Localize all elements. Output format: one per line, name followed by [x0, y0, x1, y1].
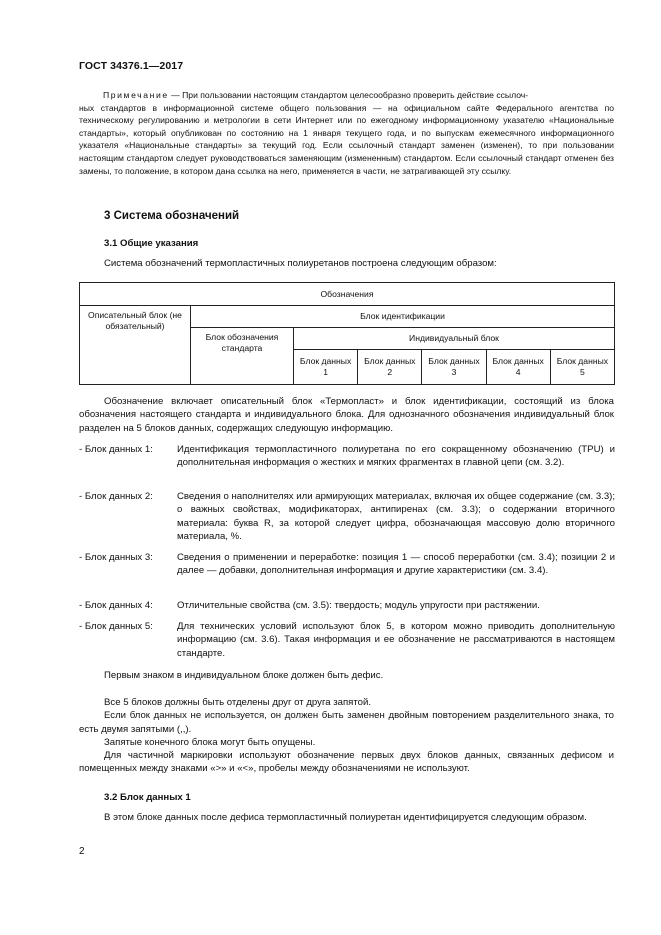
section-3-title: 3 Система обозначений — [104, 210, 240, 222]
document-code-header: ГОСТ 34376.1—2017 — [79, 60, 184, 72]
data-block-item-5 — [79, 620, 615, 660]
data-block-item-2 — [79, 490, 615, 544]
note-text: ных стандартов в информационной системе общего пользования — на официальном сайте Федерального агентства по техническому регулированию и метрологии в сети Интернет или по ежегодному информационному указателю «Национальные стандарты», который опубликован по состоянию на 1 января текущего года, и по выпускам ежемесячного информационного указателя «Национальные стандарты» за текущий год. Если ссылочный стандарт заменен (изменен), то при пользовании настоящим стандартом следует руководствоваться заменяющим (измененным) стандартом. Если ссылочный стандарт отменен без замены, то положение, в котором дана ссылка на него, применяется в части, не затрагивающей эту ссылку. — [79, 102, 614, 176]
data-block-label: - Блок данных 2: — [79, 491, 153, 502]
section-3-1-title: 3.1 Общие указания — [104, 238, 199, 249]
data-block-item-3 — [79, 551, 615, 578]
rules-paragraphs — [79, 696, 614, 776]
data-block-item-1 — [79, 443, 615, 470]
data-block-text: Идентификация термопластичного полиуретана по его сокращенному обозначению (TPU) и дополнительная информация о жестких и мягких фрагментах в главной цепи (см. 3.2). — [177, 444, 615, 469]
table-cell-identification-block: Блок идентификации — [191, 306, 615, 328]
data-block-text: Сведения о наполнителях или армирующих материалах, включая их общее содержание (см. 3.3); о важных свойствах, модификаторах, антипиренах (см. 3.3); о содержании вторичного материала: буква R, за которой следует цифра, обозначающая массовую долю вторичного материала, %. — [177, 491, 616, 543]
table-cell-descriptive-block: Описательный блок (не обязательный) — [80, 306, 191, 385]
table-cell-data-block-3: Блок данных 3 — [422, 350, 486, 385]
first-sign-paragraph — [79, 669, 614, 682]
data-block-text: Отличительные свойства (см. 3.5): твердость; модуль упругости при растяжении. — [177, 600, 540, 611]
data-block-label: - Блок данных 3: — [79, 552, 153, 563]
designation-system-table — [79, 282, 615, 385]
table-cell-data-block-1: Блок данных 1 — [294, 350, 358, 385]
first-sign-text: Первым знаком в индивидуальном блоке должен быть дефис. — [104, 670, 384, 681]
page-number: 2 — [79, 846, 85, 857]
data-block-label: - Блок данных 4: — [79, 600, 153, 611]
table-cell-data-block-5: Блок данных 5 — [550, 350, 614, 385]
after-table-text: Обозначение включает описательный блок «Термопласт» и блок идентификации, состоящий из блока обозначения настоящего стандарта и индивидуального блока. Для однозначного обозначения индивидуальный блок разделен на 5 блоков данных, содержащих следующую информацию. — [79, 396, 614, 434]
table-cell-designations: Обозначения — [80, 283, 615, 306]
note-block — [79, 89, 614, 177]
note-label: Примечание — [103, 90, 169, 100]
table-cell-data-block-4: Блок данных 4 — [486, 350, 550, 385]
after-table-paragraph — [79, 395, 614, 435]
data-block-label: - Блок данных 1: — [79, 444, 153, 455]
data-block-item-4 — [79, 599, 615, 612]
table-cell-individual-block: Индивидуальный блок — [294, 328, 615, 350]
data-block-text: Для технических условий используют блок 5, в котором можно приводить дополнительную информацию (см. 3.6). Такая информация и ее обозначение не рассматриваются в настоящем стандарте. — [177, 621, 615, 659]
rule-text: Если блок данных не используется, он должен быть заменен двойным повторением разделительного знака, то есть двумя запятыми (,,). — [79, 710, 614, 735]
section-3-2-text: В этом блоке данных после дефиса термопластичный полиуретан идентифицируется следующим образом. — [104, 812, 587, 823]
table-cell-standard-block: Блок обозначения стандарта — [191, 328, 294, 385]
data-block-label: - Блок данных 5: — [79, 621, 153, 632]
rule-text: Запятые конечного блока могут быть опущены. — [104, 736, 316, 748]
table-cell-data-block-2: Блок данных 2 — [358, 350, 422, 385]
rule-text: Все 5 блоков должны быть отделены друг от друга запятой. — [104, 697, 372, 708]
section-3-2-paragraph — [79, 811, 614, 824]
rule-text: Для частичной маркировки используют обозначение первых двух блоков данных, связанных дефисом и помещенных между знаками «>» и «<», пробелы между обозначениями не используют. — [79, 750, 614, 775]
note-first-line: — При пользовании настоящим стандартом целесообразно проверить действие ссылоч- — [168, 90, 529, 100]
intro-text: Система обозначений термопластичных полиуретанов построена следующим образом: — [104, 258, 497, 269]
section-3-2-title: 3.2 Блок данных 1 — [104, 792, 191, 803]
section-3-1-intro — [79, 257, 614, 270]
data-block-text: Сведения о применении и переработке: позиция 1 — способ переработки (см. 3.4); позиции 2 и далее — добавки, дополнительная информация и другие характеристики (см. 3.4). — [177, 552, 615, 577]
